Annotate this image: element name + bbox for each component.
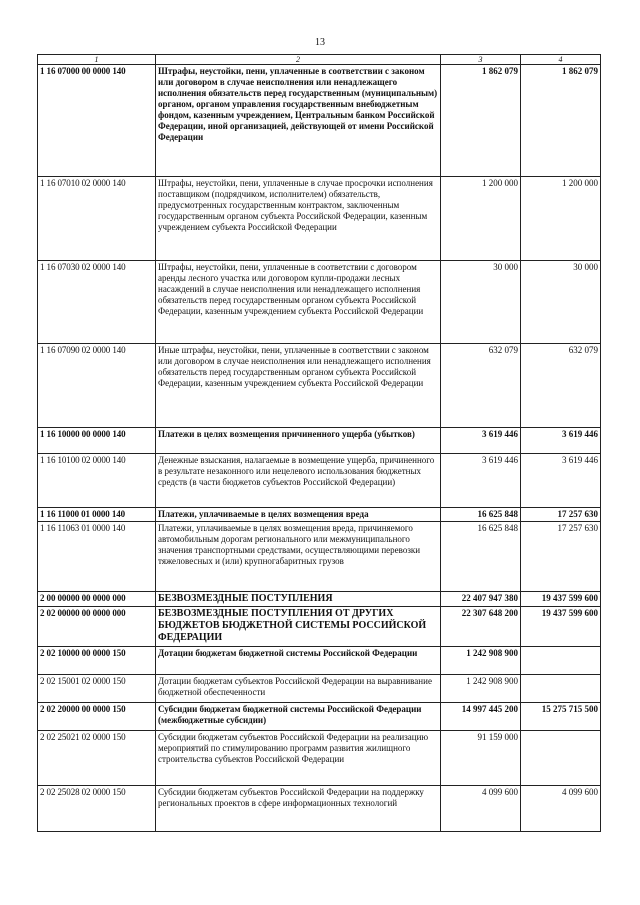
budget-code: 1 16 10100 02 0000 140	[38, 454, 156, 508]
budget-code: 1 16 11000 01 0000 140	[38, 508, 156, 522]
table-row	[38, 454, 601, 508]
revenue-name: Субсидии бюджетам субъектов Российской Федерации на поддержку региональных проектов в сфере информационных технологий	[156, 786, 441, 832]
amount-year-2: 4 099 600	[521, 786, 601, 832]
budget-code: 1 16 07010 02 0000 140	[38, 177, 156, 261]
revenue-name: Денежные взыскания, налагаемые в возмещение ущерба, причиненного в результате незаконного или нецелевого использования бюджетных средств (в части бюджетов субъектов Российской Федерации)	[156, 454, 441, 508]
budget-code: 1 16 07090 02 0000 140	[38, 344, 156, 428]
column-number: 2	[156, 55, 441, 65]
revenue-name: БЕЗВОЗМЕЗДНЫЕ ПОСТУПЛЕНИЯ	[156, 592, 441, 607]
amount-year-2: 19 437 599 600	[521, 607, 601, 647]
table-row	[38, 675, 601, 703]
amount-year-1: 632 079	[441, 344, 521, 428]
budget-code: 2 02 20000 00 0000 150	[38, 703, 156, 731]
amount-year-2: 1 862 079	[521, 65, 601, 177]
budget-code: 2 02 15001 02 0000 150	[38, 675, 156, 703]
revenue-name: Дотации бюджетам бюджетной системы Российской Федерации	[156, 647, 441, 675]
amount-year-1: 3 619 446	[441, 428, 521, 454]
amount-year-2: 19 437 599 600	[521, 592, 601, 607]
budget-code: 2 02 25028 02 0000 150	[38, 786, 156, 832]
amount-year-2: 3 619 446	[521, 454, 601, 508]
revenue-name: Штрафы, неустойки, пени, уплаченные в соответствии с договором аренды лесного участка или договором купли-продажи лесных насаждений в случае неисполнения или ненадлежащего исполнения обязательств перед государственным органом субъекта Российской Федерации, казенным учреждением субъекта Российской Федерации	[156, 261, 441, 344]
revenue-name: Платежи, уплачиваемые в целях возмещения вреда, причиняемого автомобильным дорогам регионального или межмуниципального значения транспортными средствами, осуществляющими перевозки тяжеловесных и (или) крупногабаритных грузов	[156, 522, 441, 592]
budget-code: 2 02 10000 00 0000 150	[38, 647, 156, 675]
amount-year-2: 632 079	[521, 344, 601, 428]
amount-year-1: 1 242 908 900	[441, 675, 521, 703]
amount-year-1: 16 625 848	[441, 508, 521, 522]
revenue-name: БЕЗВОЗМЕЗДНЫЕ ПОСТУПЛЕНИЯ ОТ ДРУГИХ БЮДЖЕТОВ БЮДЖЕТНОЙ СИСТЕМЫ РОССИЙСКОЙ ФЕДЕРАЦИИ	[156, 607, 441, 647]
column-number-row	[38, 55, 601, 65]
table-row	[38, 508, 601, 522]
revenue-name: Субсидии бюджетам субъектов Российской Федерации на реализацию мероприятий по стимулированию программ развития жилищного строительства субъектов Российской Федерации	[156, 731, 441, 786]
amount-year-2	[521, 675, 601, 703]
amount-year-1: 4 099 600	[441, 786, 521, 832]
revenue-name: Иные штрафы, неустойки, пени, уплаченные в соответствии с законом или договором в случае неисполнения или ненадлежащего исполнения обязательств перед государственным органом субъекта Российской Федерации, казенным учреждением субъекта Российской Федерации	[156, 344, 441, 428]
revenue-name: Штрафы, неустойки, пени, уплаченные в случае просрочки исполнения поставщиком (подрядчиком, исполнителем) обязательств, предусмотренных государственным контрактом, заключенным государственным органом субъекта Российской Федерации, казенным учреждением субъекта Российской Федерации	[156, 177, 441, 261]
table-row	[38, 428, 601, 454]
amount-year-1: 1 200 000	[441, 177, 521, 261]
revenue-name: Субсидии бюджетам бюджетной системы Российской Федерации (межбюджетные субсидии)	[156, 703, 441, 731]
amount-year-2: 1 200 000	[521, 177, 601, 261]
table-row	[38, 261, 601, 344]
budget-code: 2 02 25021 02 0000 150	[38, 731, 156, 786]
table-row	[38, 65, 601, 177]
amount-year-2: 30 000	[521, 261, 601, 344]
revenue-name: Платежи, уплачиваемые в целях возмещения вреда	[156, 508, 441, 522]
amount-year-2: 17 257 630	[521, 508, 601, 522]
amount-year-1: 3 619 446	[441, 454, 521, 508]
amount-year-1: 91 159 000	[441, 731, 521, 786]
revenue-name: Дотации бюджетам субъектов Российской Федерации на выравнивание бюджетной обеспеченности	[156, 675, 441, 703]
column-number: 4	[521, 55, 601, 65]
table-row	[38, 731, 601, 786]
column-number: 1	[38, 55, 156, 65]
budget-code: 1 16 11063 01 0000 140	[38, 522, 156, 592]
column-number: 3	[441, 55, 521, 65]
table-row	[38, 592, 601, 607]
amount-year-1: 22 307 648 200	[441, 607, 521, 647]
amount-year-1: 16 625 848	[441, 522, 521, 592]
amount-year-2: 15 275 715 500	[521, 703, 601, 731]
revenue-name: Платежи в целях возмещения причиненного ущерба (убытков)	[156, 428, 441, 454]
table-row	[38, 703, 601, 731]
amount-year-2	[521, 731, 601, 786]
revenue-name: Штрафы, неустойки, пени, уплаченные в соответствии с законом или договором в случае неисполнения или ненадлежащего исполнения обязательств перед государственным (муниципальным) органом, органом управления государственным внебюджетным фондом, казенным учреждением, Центральным банком Российской Федерации, иной организацией, действующей от имени Российской Федерации	[156, 65, 441, 177]
amount-year-1: 30 000	[441, 261, 521, 344]
table-row	[38, 647, 601, 675]
amount-year-2	[521, 647, 601, 675]
amount-year-2: 17 257 630	[521, 522, 601, 592]
table-row	[38, 522, 601, 592]
amount-year-1: 1 242 908 900	[441, 647, 521, 675]
amount-year-2: 3 619 446	[521, 428, 601, 454]
budget-revenue-table	[37, 54, 601, 832]
table-row	[38, 177, 601, 261]
budget-code: 1 16 07000 00 0000 140	[38, 65, 156, 177]
table-row	[38, 607, 601, 647]
page-number: 13	[315, 37, 325, 48]
budget-code: 2 02 00000 00 0000 000	[38, 607, 156, 647]
budget-code: 1 16 10000 00 0000 140	[38, 428, 156, 454]
table-row	[38, 344, 601, 428]
amount-year-1: 14 997 445 200	[441, 703, 521, 731]
table-row	[38, 786, 601, 832]
amount-year-1: 1 862 079	[441, 65, 521, 177]
budget-code: 1 16 07030 02 0000 140	[38, 261, 156, 344]
amount-year-1: 22 407 947 380	[441, 592, 521, 607]
budget-code: 2 00 00000 00 0000 000	[38, 592, 156, 607]
